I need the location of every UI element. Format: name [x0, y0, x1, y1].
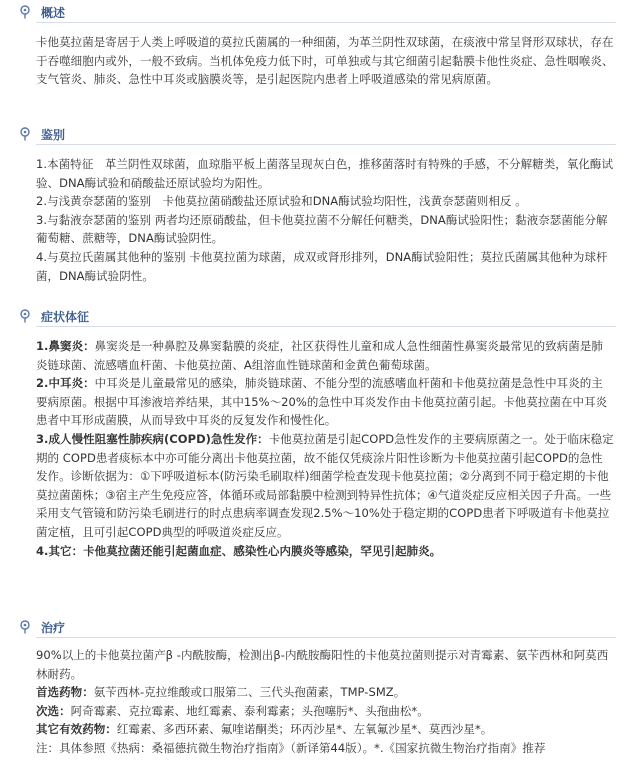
treatment-note: 注：具体参照《热病：桑福德抗微生物治疗指南》（新译第44版）。*.《国家抗微生物治疗指南》推荐	[36, 740, 546, 755]
treatment-text: 红霉素、多西环素、氟喹诺酮类；环丙沙星*、左氧氟沙星*、莫西沙星*。	[116, 722, 493, 737]
symptom-label: 1.鼻窦炎：	[36, 339, 95, 353]
section-divider	[36, 144, 616, 145]
section-divider	[36, 22, 616, 23]
treatment-label: 其它有效药物：	[36, 722, 117, 737]
symptom-item	[36, 337, 614, 374]
identification-item: 4.与莫拉氏菌属其他种的鉴别 卡他莫拉菌为球菌，成双或肾形排列，DNA酶试验阳性；莫拉氏菌属其他种为球杆菌，DNA酶试验阴性。	[36, 249, 608, 283]
symptom-text: 中耳炎是儿童最常见的感染，肺炎链球菌、不能分型的流感嗜血杆菌和卡他莫拉菌是急性中耳炎的主要病原菌。根据中耳渗液培养结果，其中15%～20%的急性中耳炎发作由卡他莫拉菌引起。卡他莫拉菌在中耳炎患者中耳形成菌膜，从而导致中耳炎的反复发作和慢性化。	[36, 376, 608, 428]
symptom-text: 卡他莫拉菌是引起COPD急性发作的主要病原菌之一。处于临床稳定期的 COPD患者痰标本中亦可能分离出卡他莫拉菌，故不能仅凭痰涂片阳性诊断为卡他莫拉菌引起COPD的急性发作。诊断依据为：①下呼吸道标本(防污染毛刷取样)细菌学检查发现卡他莫拉菌；②分离到不同于稳定期的卡他莫拉菌菌株；③宿主产生免疫应答，体循环或局部黏膜中检测到特异性抗体；④气道炎症反应相关因子升高。一些采用支气管镜和防污染毛刷进行的时点患病率调查发现2.5%～10%处于稳定期的COPD患者下呼吸道有卡他莫拉菌定植，且可引起COPD典型的呼吸道炎症反应。	[36, 431, 614, 539]
section-identification	[0, 125, 627, 285]
symptom-item	[36, 374, 614, 430]
section-header	[0, 307, 627, 327]
section-body	[36, 337, 614, 560]
treatment-text: 阿奇霉素、克拉霉素、地红霉素、泰利霉素；头孢噻肟*、头孢曲松*。	[70, 703, 429, 718]
treatment-item	[36, 720, 614, 739]
symptom-text: 鼻窦炎是一种鼻腔及鼻窦黏膜的炎症，社区获得性儿童和成人急性细菌性鼻窦炎最常见的致病菌是肺炎链球菌、流感嗜血杆菌、卡他莫拉菌、A组溶血性链球菌和金黄色葡萄球菌。	[36, 339, 603, 372]
map-pin-icon	[19, 5, 31, 19]
section-title: 鉴别	[41, 128, 66, 142]
section-title: 治疗	[41, 621, 66, 635]
map-pin-icon	[19, 309, 31, 323]
section-overview	[0, 3, 627, 89]
treatment-label: 首选药物：	[36, 685, 94, 700]
treatment-item	[36, 702, 614, 721]
identification-item: 3.与黏液奈瑟菌的鉴别 两者均还原硝酸盐，但卡他莫拉菌不分解任何糖类，DNA酶试验阳性；黏液奈瑟菌能分解葡萄糖、蔗糖等，DNA酶试验阴性。	[36, 212, 608, 246]
section-header	[0, 125, 627, 145]
treatment-item	[36, 683, 614, 702]
symptom-item	[36, 430, 614, 542]
treatment-intro: 90%以上的卡他莫拉菌产β -内酰胺酶，检测出β-内酰胺酶阳性的卡他莫拉菌则提示对青霉素、氨苄西林和阿莫西林耐药。	[36, 648, 609, 681]
identification-item: 2.与浅黄奈瑟菌的鉴别 卡他莫拉菌硝酸盐还原试验和DNA酶试验均阳性，浅黄奈瑟菌则相反 。	[36, 194, 527, 209]
section-header	[0, 3, 627, 23]
section-title: 症状体征	[41, 310, 90, 324]
section-treatment	[0, 618, 627, 758]
section-title: 概述	[41, 6, 66, 20]
section-body	[36, 33, 614, 89]
section-symptoms	[0, 307, 627, 560]
symptom-label: 4.其它：卡他莫拉菌还能引起菌血症、感染性心内膜炎等感染，罕见引起肺炎。	[36, 543, 442, 558]
section-body	[36, 155, 614, 285]
section-body	[36, 646, 614, 758]
map-pin-icon	[19, 620, 31, 634]
symptom-item	[36, 542, 614, 561]
symptom-label: 2.中耳炎：	[36, 376, 95, 391]
section-header	[0, 618, 627, 638]
overview-text: 卡他莫拉菌是寄居于人类上呼吸道的莫拉氏菌属的一种细菌，为革兰阴性双球菌，在痰液中常呈肾形双球状，存在于吞噬细胞内或外，一般不致病。当机体免疫力低下时，可单独或与其它细菌引起黏膜卡他性炎症、急性咽喉炎、支气管炎、肺炎、急性中耳炎或脑膜炎等，是引起医院内患者上呼吸道感染的常见病原菌。	[36, 35, 614, 87]
identification-item: 1.本菌特征 革兰阴性双球菌，血琼脂平板上菌落呈现灰白色，推移菌落时有特殊的手感，不分解糖类，氧化酶试验、DNA酶试验和硝酸盐还原试验均为阳性。	[36, 157, 614, 190]
treatment-label: 次选：	[36, 703, 71, 718]
treatment-text: 氨苄西林-克拉维酸或口服第二、三代头孢菌素，TMP-SMZ。	[93, 685, 406, 700]
section-divider	[36, 326, 616, 327]
section-divider	[36, 637, 616, 638]
symptom-label: 3.成人慢性阻塞性肺疾病(COPD)急性发作：	[36, 431, 269, 446]
map-pin-icon	[19, 127, 31, 141]
